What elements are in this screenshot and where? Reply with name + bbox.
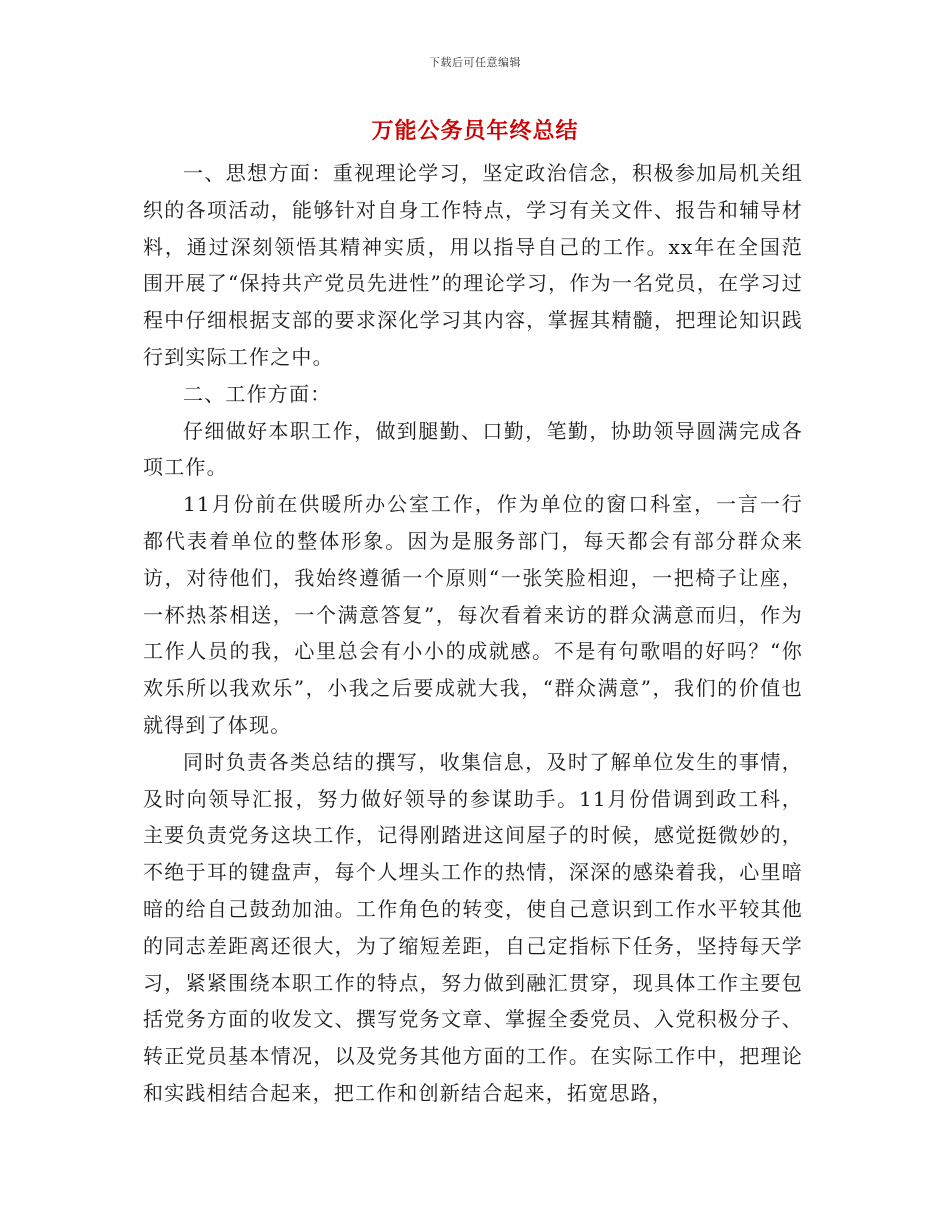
paragraph-duties: 仔细做好本职工作，做到腿勤、口勤，笔勤，协助领导圆满完成各项工作。 [143, 418, 803, 480]
paragraph-ideology: 一、思想方面：重视理论学习，坚定政治信念，积极参加局机关组织的各项活动，能够针对自身工作特点，学习有关文件、报告和辅导材料，通过深刻领悟其精神实质，用以指导自己的工作。xx年在全国范围开展了“保持共产党员先进性”的理论学习，作为一名党员，在学习过程中仔细根据支部的要求深化学习其内容，掌握其精髓，把理论知识践行到实际工作之中。 [143, 161, 803, 369]
paragraph-office-work: 11月份前在供暖所办公室工作，作为单位的窗口科室，一言一行都代表着单位的整体形象。因为是服务部门，每天都会有部分群众来访，对待他们，我始终遵循一个原则“一张笑脸相迎，一把椅子让座，一杯热茶相送，一个满意答复”，每次看着来访的群众满意而归，作为工作人员的我，心里总会有小小的成就感。不是有句歌唱的好吗？“你欢乐所以我欢乐”，小我之后要成就大我，“群众满意”，我们的价值也就得到了体现。 [143, 492, 803, 737]
header-note: 下载后可任意编辑 [429, 56, 521, 69]
document-body [143, 155, 803, 1112]
paragraph-work-heading: 二、工作方面： [183, 381, 332, 406]
paragraph-party-work: 同时负责各类总结的撰写，收集信息，及时了解单位发生的事情，及时向领导汇报，努力做好领导的参谋助手。11月份借调到政工科，主要负责党务这块工作，记得刚踏进这间屋子的时候，感觉挺微妙的，不绝于耳的键盘声，每个人埋头工作的热情，深深的感染着我，心里暗暗的给自己鼓劲加油。工作角色的转变，使自己意识到工作水平较其他的同志差距离还很大，为了缩短差距，自己定指标下任务，坚持每天学习，紧紧围绕本职工作的特点，努力做到融汇贯穿，现具体工作主要包括党务方面的收发文、撰写党务文章、掌握全委党员、入党积极分子、转正党员基本情况，以及党务其他方面的工作。在实际工作中，把理论和实践相结合起来，把工作和创新结合起来，拓宽思路， [143, 749, 803, 1105]
document-title: 万能公务员年终总结 [371, 118, 579, 144]
